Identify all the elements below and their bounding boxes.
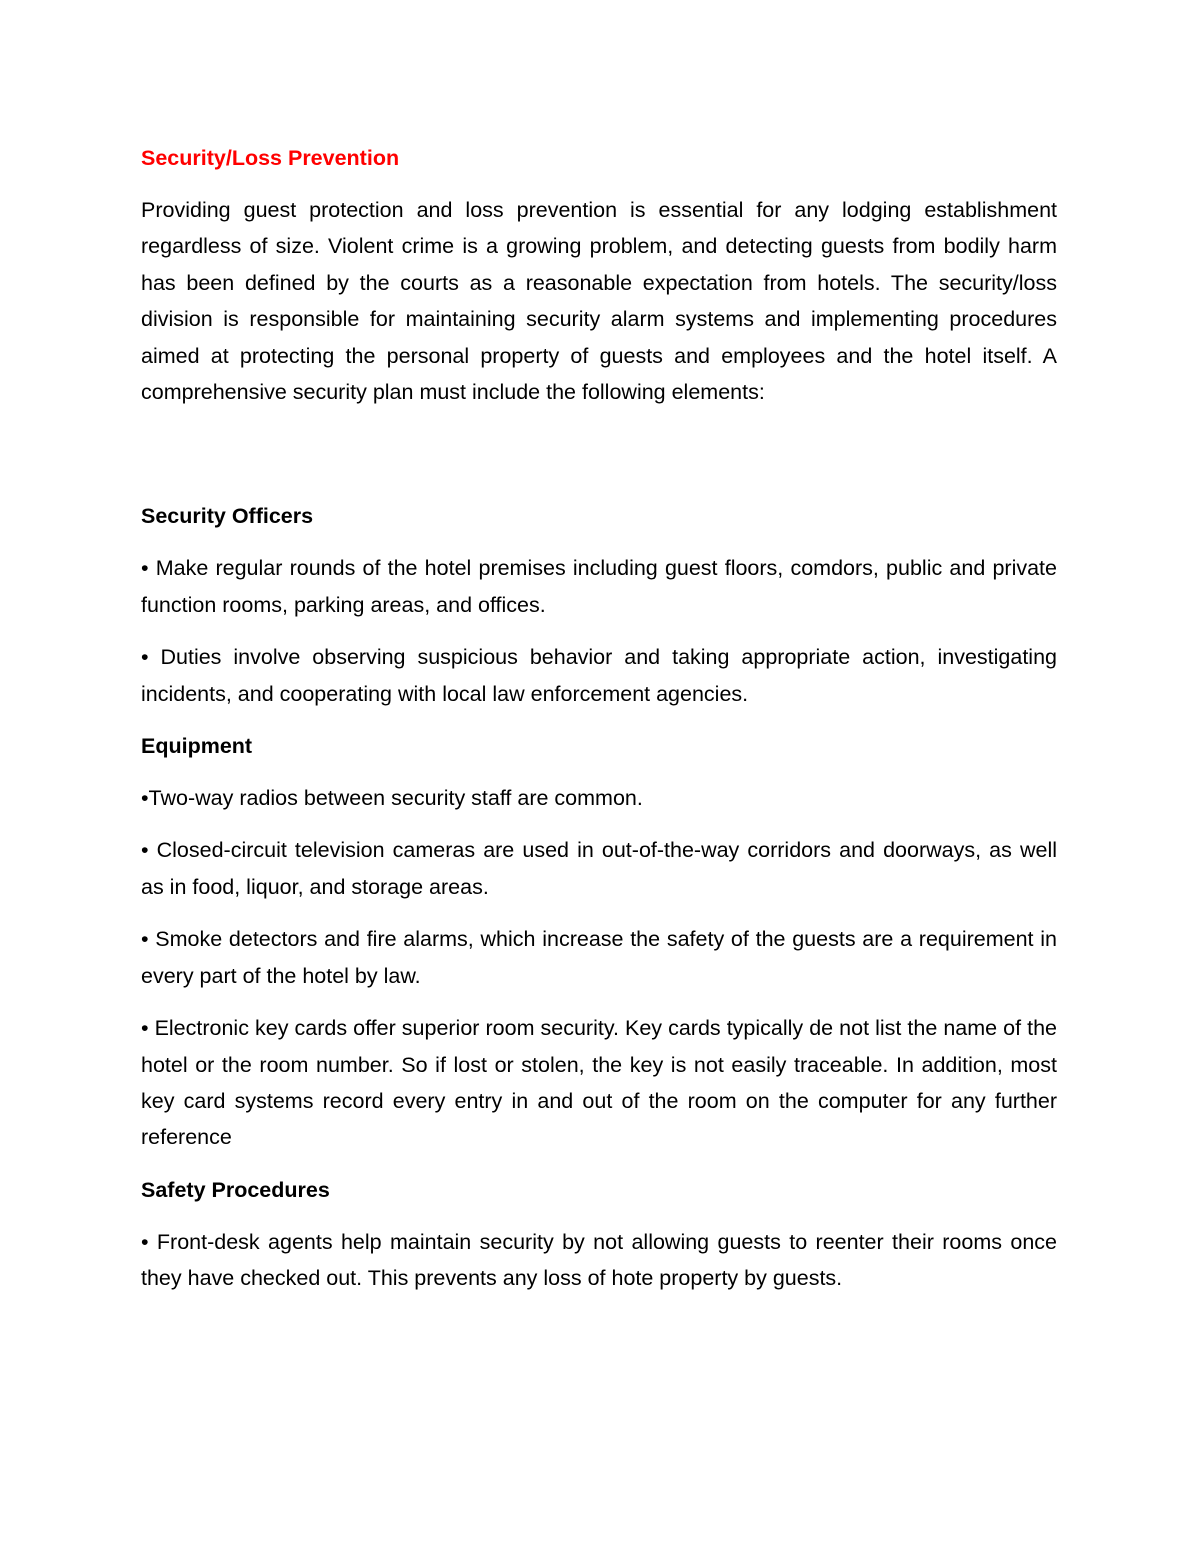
section-heading: Security Officers — [141, 504, 314, 529]
document-title: Security/Loss Prevention — [141, 146, 400, 170]
section-heading: Equipment — [141, 734, 253, 759]
section-heading: Safety Procedures — [141, 1177, 330, 1202]
intro-paragraph: Providing guest protection and loss prevention is essential for any lodging establishment regardless of size. Violent crime is a growing problem, and detecting guests from bodily harm has been defined by the courts as a reasonable expectation from hotels. The security/loss division is responsible for maintaining security alarm systems and implementing procedures aimed at protecting the personal property of guests and employees and the hotel itself. A comprehensive security plan must include the following elements: — [141, 198, 1057, 405]
section-equipment — [141, 728, 1057, 1156]
bullet-item: • Make regular rounds of the hotel premises including guest floors, comdors, public and private function rooms, parking areas, and offices. — [141, 556, 1057, 617]
section-security-officers — [141, 498, 1057, 712]
paragraph-spacer — [141, 410, 1057, 498]
bullet-item: • Smoke detectors and fire alarms, which increase the safety of the guests are a requirement in every part of the hotel by law. — [141, 927, 1057, 988]
section-safety-procedures — [141, 1172, 1057, 1297]
bullet-item: • Duties involve observing suspicious behavior and taking appropriate action, investigating incidents, and cooperating with local law enforcement agencies. — [141, 645, 1057, 706]
document-page — [141, 140, 1057, 1311]
bullet-item: •Two-way radios between security staff are common. — [141, 786, 643, 811]
bullet-item: • Closed-circuit television cameras are used in out-of-the-way corridors and doorways, as well as in food, liquor, and storage areas. — [141, 838, 1057, 899]
bullet-item: • Front-desk agents help maintain security by not allowing guests to reenter their rooms once they have checked out. This prevents any loss of hote property by guests. — [141, 1229, 1057, 1291]
bullet-item: • Electronic key cards offer superior room security. Key cards typically de not list the name of the hotel or the room number. So if lost or stolen, the key is not easily traceable. In addition, most key card systems record every entry in and out of the room on the computer for any further reference — [141, 1016, 1057, 1150]
